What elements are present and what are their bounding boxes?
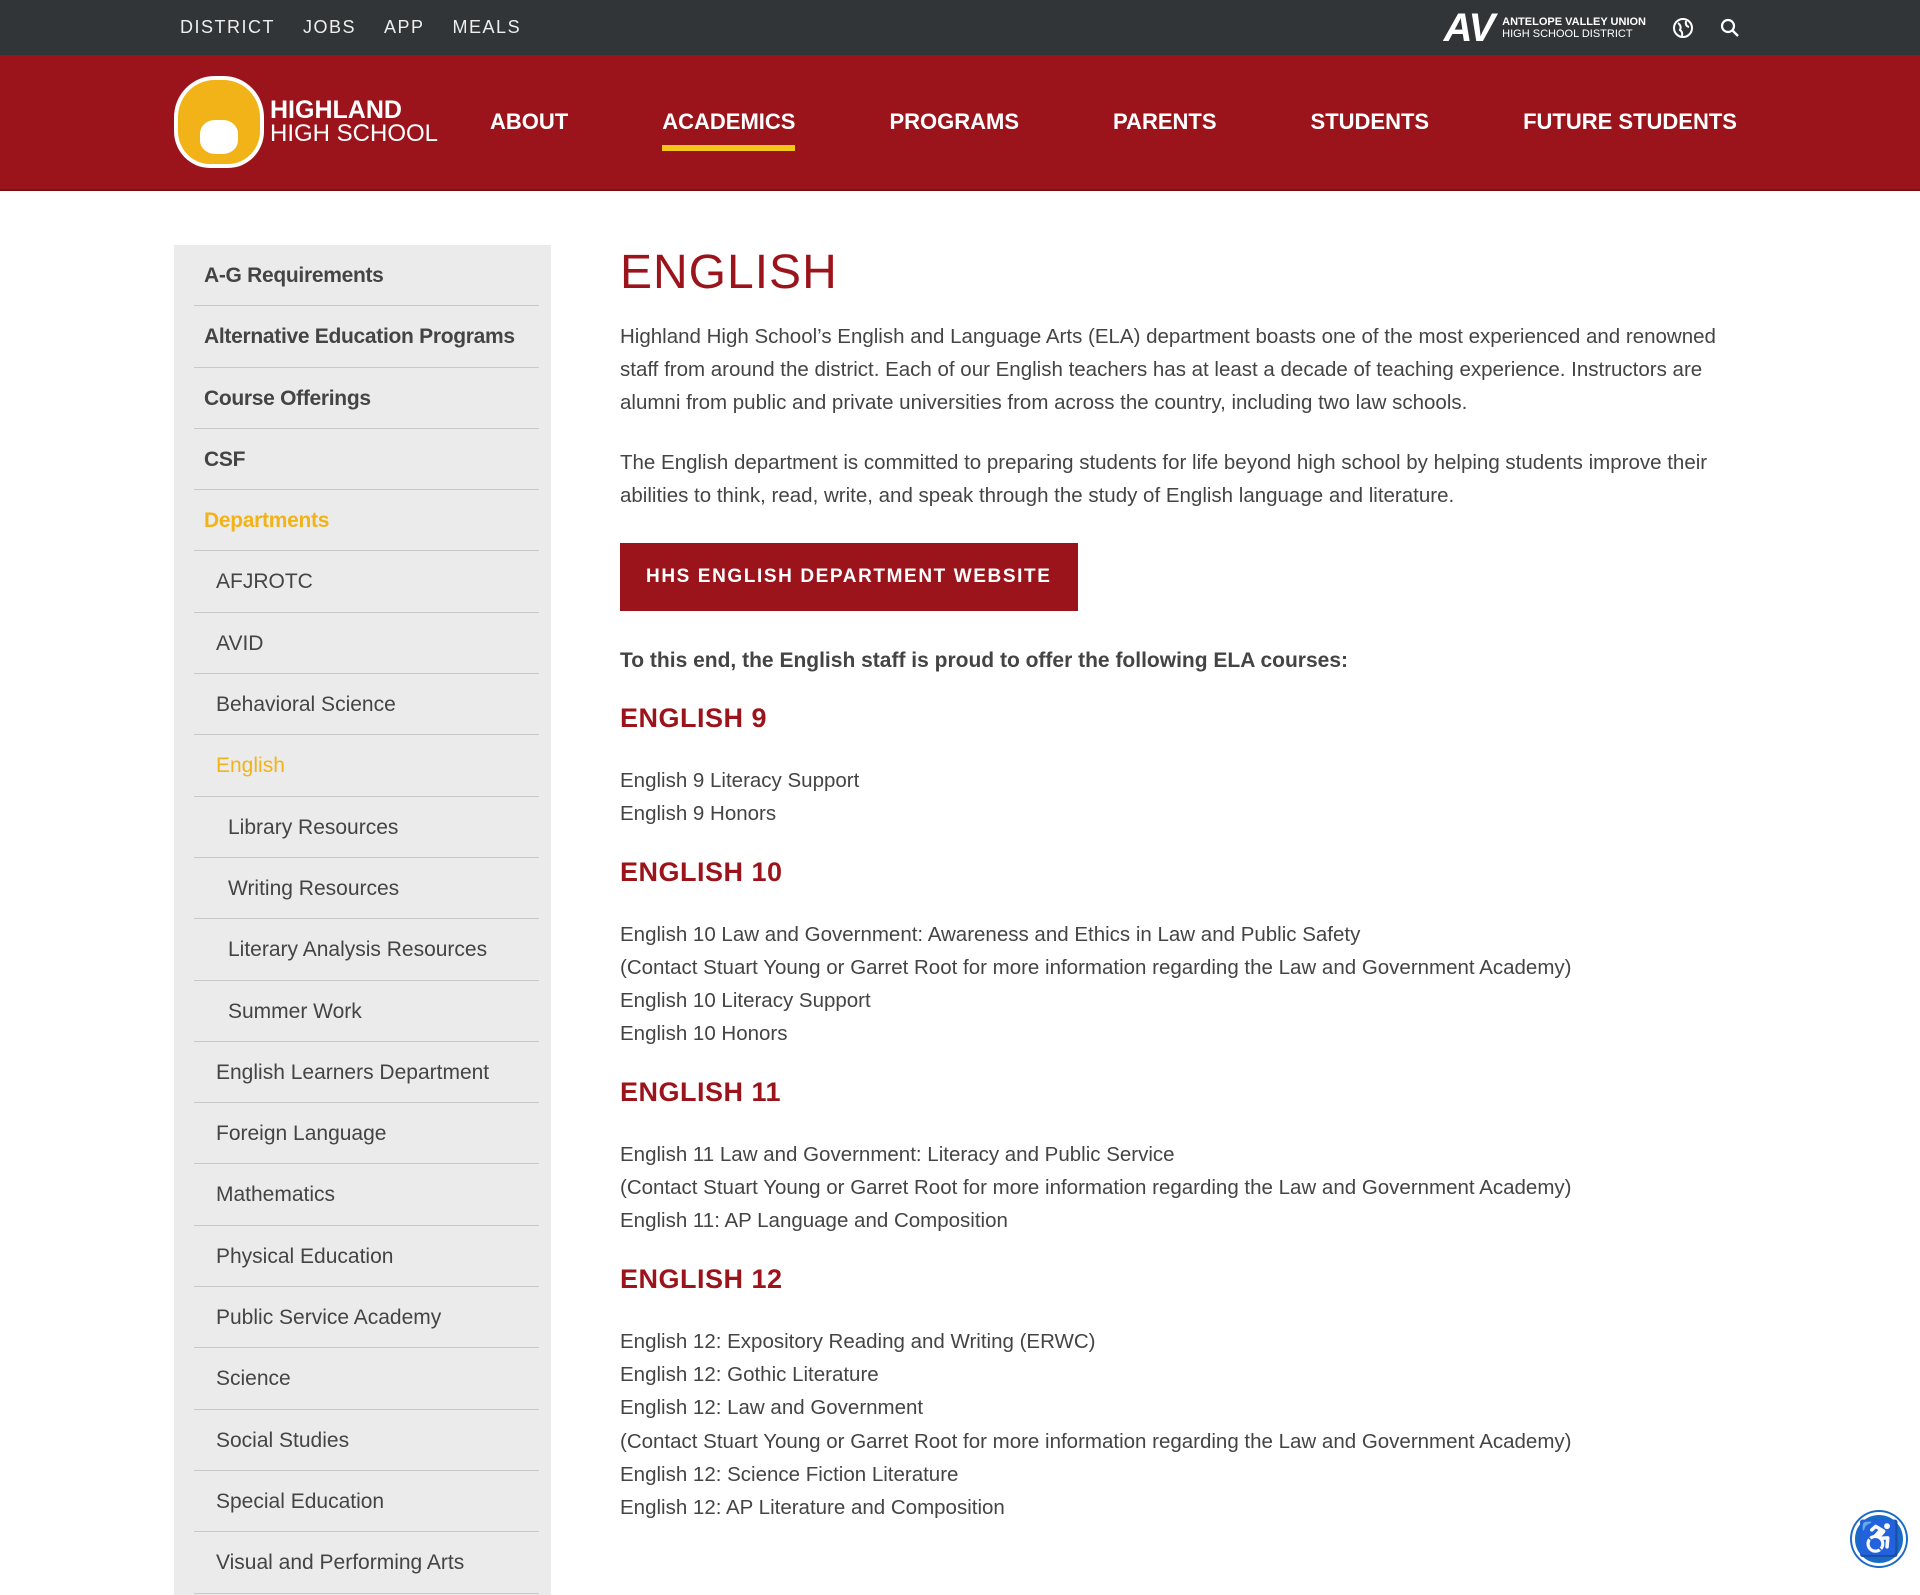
section-sidebar bbox=[174, 245, 551, 1595]
course-item: English 10 Honors bbox=[620, 1022, 788, 1046]
sidebar-item[interactable]: Foreign Language bbox=[194, 1103, 539, 1164]
course-item: (Contact Stuart Young or Garret Root for more information regarding the Law and Government Academy) bbox=[620, 1429, 1572, 1453]
mission-paragraph: The English department is committed to preparing students for life beyond high school by helping students improve their abilities to think, read, write, and speak through the study of English language and literature. bbox=[620, 451, 1708, 507]
department-website-button[interactable]: HHS ENGLISH DEPARTMENT WEBSITE bbox=[620, 543, 1078, 611]
nav-parents[interactable]: PARENTS bbox=[1113, 109, 1217, 134]
sidebar-item-english[interactable]: English bbox=[194, 735, 539, 796]
main-nav bbox=[490, 103, 1737, 141]
sidebar-item[interactable]: Mathematics bbox=[194, 1164, 539, 1225]
sidebar-item[interactable]: Library Resources bbox=[194, 797, 539, 858]
district-logo-text bbox=[1502, 16, 1646, 40]
page-title: ENGLISH bbox=[620, 246, 838, 299]
courses-intro: To this end, the English staff is proud to offer the following ELA courses: bbox=[620, 649, 1349, 672]
course-item: (Contact Stuart Young or Garret Root for more information regarding the Law and Government Academy) bbox=[620, 955, 1572, 979]
course-item: English 9 Honors bbox=[620, 802, 777, 826]
sidebar-item[interactable]: Social Studies bbox=[194, 1410, 539, 1471]
district-logo-mark: AV bbox=[1443, 5, 1495, 50]
course-item: English 12: Science Fiction Literature bbox=[620, 1462, 959, 1486]
course-item: English 12: Expository Reading and Writing (ERWC) bbox=[620, 1329, 1096, 1353]
course-list bbox=[620, 918, 1720, 1051]
bulldog-mascot-icon bbox=[174, 76, 264, 168]
main-content bbox=[620, 245, 1720, 1550]
logo-line1: HIGHLAND bbox=[270, 96, 402, 124]
accessibility-icon[interactable]: ♿ bbox=[1852, 1512, 1906, 1566]
utility-link-jobs[interactable]: JOBS bbox=[303, 17, 357, 37]
sidebar-item[interactable]: English Learners Department bbox=[194, 1042, 539, 1103]
sidebar-item[interactable]: Science bbox=[194, 1348, 539, 1409]
sidebar-item[interactable]: Summer Work bbox=[194, 981, 539, 1042]
globe-icon[interactable] bbox=[1672, 17, 1694, 39]
course-list bbox=[620, 1325, 1720, 1525]
nav-programs[interactable]: PROGRAMS bbox=[889, 109, 1020, 134]
course-heading: ENGLISH 10 bbox=[620, 856, 783, 887]
sidebar-item[interactable]: Visual and Performing Arts bbox=[194, 1532, 539, 1593]
course-item: English 12: Law and Government bbox=[620, 1396, 924, 1420]
sidebar-item-departments[interactable]: Departments bbox=[194, 490, 539, 551]
sidebar-item[interactable]: Literary Analysis Resources bbox=[194, 919, 539, 980]
utility-link-meals[interactable]: MEALS bbox=[452, 17, 522, 37]
course-item: English 11 Law and Government: Literacy and Public Service bbox=[620, 1142, 1175, 1166]
utility-links bbox=[180, 17, 521, 38]
sidebar-item[interactable]: AFJROTC bbox=[194, 551, 539, 612]
intro-paragraph: Highland High School’s English and Language Arts (ELA) department boasts one of the most experienced and renowned staff from around the district. Each of our English teachers has at least a decade of teaching experience. Instructors are alumni from public and private universities from across the country, including two law schools. bbox=[620, 325, 1716, 414]
search-icon[interactable] bbox=[1720, 18, 1740, 38]
sidebar-item[interactable]: Writing Resources bbox=[194, 858, 539, 919]
course-heading: ENGLISH 11 bbox=[620, 1076, 782, 1107]
sidebar-item[interactable]: Physical Education bbox=[194, 1226, 539, 1287]
nav-future-students[interactable]: FUTURE STUDENTS bbox=[1523, 109, 1737, 134]
course-item: English 10 Literacy Support bbox=[620, 989, 871, 1013]
sidebar-item[interactable]: Alternative Education Programs bbox=[194, 306, 539, 367]
course-heading: ENGLISH 12 bbox=[620, 1263, 783, 1294]
nav-about[interactable]: ABOUT bbox=[490, 109, 569, 134]
sidebar-item[interactable]: Special Education bbox=[194, 1471, 539, 1532]
course-item: English 11: AP Language and Composition bbox=[620, 1209, 1008, 1233]
utility-right bbox=[1443, 5, 1740, 50]
sidebar-item[interactable]: Course Offerings bbox=[194, 368, 539, 429]
utility-bar bbox=[0, 0, 1920, 55]
course-item: English 12: AP Literature and Composition bbox=[620, 1496, 1005, 1520]
course-heading: ENGLISH 9 bbox=[620, 703, 768, 733]
course-sections bbox=[620, 703, 1720, 1524]
course-item: English 10 Law and Government: Awareness and Ethics in Law and Public Safety bbox=[620, 922, 1361, 946]
course-item: English 12: Gothic Literature bbox=[620, 1362, 879, 1386]
sidebar-item[interactable]: CSF bbox=[194, 429, 539, 490]
district-logo[interactable] bbox=[1443, 5, 1646, 50]
course-list bbox=[620, 1138, 1720, 1238]
main-header bbox=[0, 55, 1920, 191]
district-name-line2: HIGH SCHOOL DISTRICT bbox=[1502, 27, 1633, 40]
nav-students[interactable]: STUDENTS bbox=[1310, 109, 1430, 134]
utility-link-app[interactable]: APP bbox=[384, 17, 425, 37]
course-item: English 9 Literacy Support bbox=[620, 769, 860, 792]
sidebar-item[interactable]: AVID bbox=[194, 613, 539, 674]
course-item: (Contact Stuart Young or Garret Root for more information regarding the Law and Government Academy) bbox=[620, 1176, 1572, 1200]
logo-line2: HIGH SCHOOL bbox=[270, 120, 439, 147]
sidebar-item[interactable]: Public Service Academy bbox=[194, 1287, 539, 1348]
district-name-line1: ANTELOPE VALLEY UNION bbox=[1502, 15, 1646, 28]
utility-link-district[interactable]: DISTRICT bbox=[180, 17, 275, 37]
school-logo[interactable] bbox=[174, 76, 474, 168]
sidebar-item[interactable]: A-G Requirements bbox=[194, 245, 539, 306]
nav-academics[interactable]: ACADEMICS bbox=[662, 103, 795, 141]
course-list bbox=[620, 764, 1720, 831]
sidebar-item[interactable]: Behavioral Science bbox=[194, 674, 539, 735]
